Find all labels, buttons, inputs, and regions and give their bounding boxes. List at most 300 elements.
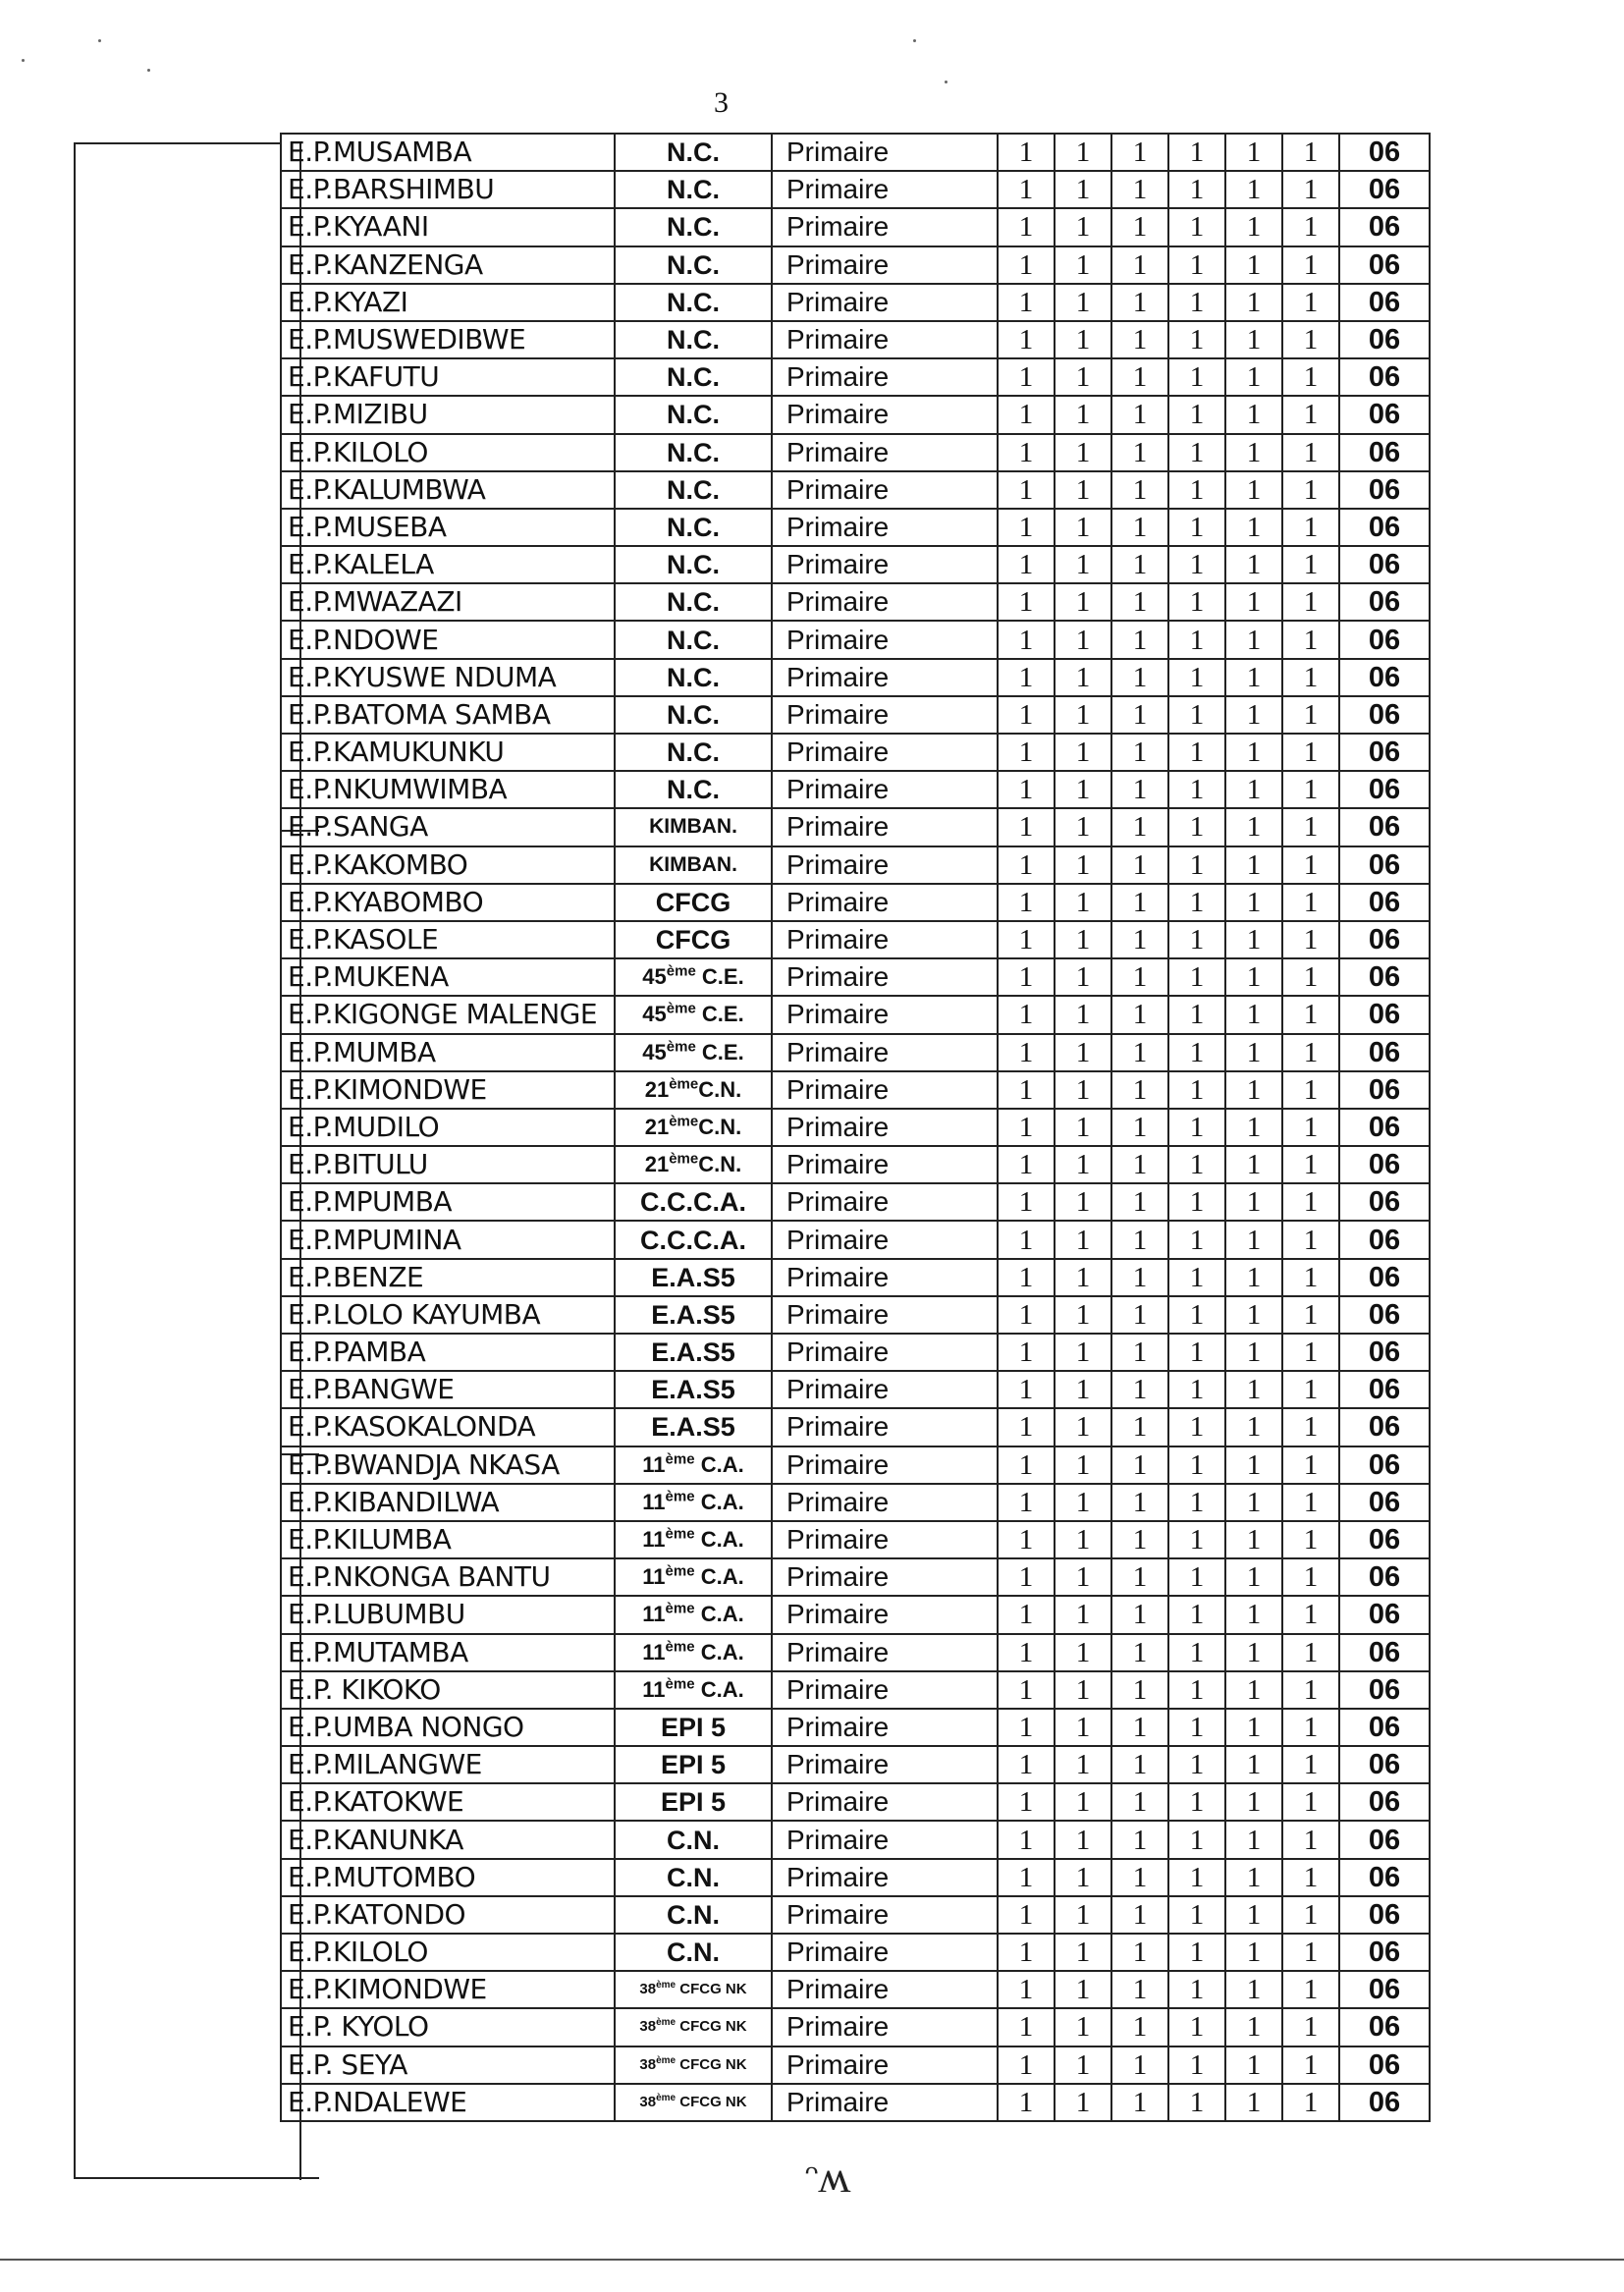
table-row [281,1521,1430,1558]
table-row [281,1484,1430,1521]
count-cell: 1 [1282,2008,1339,2046]
count-cell: 1 [998,1371,1055,1408]
code-ordinal-suffix: ème [656,2092,677,2103]
level-cell: Primaire [772,1408,998,1446]
table-row [281,771,1430,808]
level-cell: Primaire [772,1296,998,1334]
table-row [281,1709,1430,1746]
count-cell: 1 [1055,621,1111,658]
count-cell: 1 [998,1334,1055,1371]
count-cell: 1 [1111,583,1168,621]
count-cell: 1 [1055,1296,1111,1334]
management-code-cell [615,1334,772,1371]
count-cell: 1 [1111,1296,1168,1334]
count-cell: 1 [998,1259,1055,1296]
count-cell: 1 [1055,1034,1111,1071]
count-cell: 1 [1168,2008,1225,2046]
count-cell: 1 [998,1859,1055,1896]
count-cell: 1 [1111,1709,1168,1746]
management-code-cell [615,246,772,284]
management-code-cell [615,1146,772,1183]
count-cell: 1 [1168,1596,1225,1633]
count-cell: 1 [1055,1259,1111,1296]
code-text: C.C.C.A. [640,1225,746,1255]
total-cell: 06 [1339,358,1430,396]
table-row [281,1971,1430,2008]
school-name-cell: E.P.KASOLE [281,921,615,958]
table-row [281,1146,1430,1183]
count-cell: 1 [998,1183,1055,1221]
count-cell: 1 [1168,1821,1225,1858]
management-code-cell [615,546,772,583]
total-cell: 06 [1339,1109,1430,1146]
count-cell: 1 [1225,1934,1282,1971]
count-cell: 1 [1055,1634,1111,1671]
count-cell: 1 [1282,884,1339,921]
scan-speck [22,59,25,62]
count-cell: 1 [1282,1558,1339,1596]
count-cell: 1 [1055,134,1111,171]
level-cell: Primaire [772,1859,998,1896]
count-cell: 1 [1111,1259,1168,1296]
code-text: N.C. [667,249,720,280]
count-cell: 1 [1111,1334,1168,1371]
level-cell: Primaire [772,1558,998,1596]
count-cell: 1 [1055,1558,1111,1596]
count-cell: 1 [1225,1259,1282,1296]
count-cell: 1 [1055,2084,1111,2121]
count-cell: 1 [998,1934,1055,1971]
management-code-cell [615,1671,772,1709]
count-cell: 1 [1168,1296,1225,1334]
level-cell: Primaire [772,1521,998,1558]
total-cell: 06 [1339,1859,1430,1896]
count-cell: 1 [1225,1896,1282,1934]
count-cell: 1 [1111,1109,1168,1146]
level-cell: Primaire [772,208,998,246]
count-cell: 1 [998,2008,1055,2046]
count-cell: 1 [998,1596,1055,1633]
count-cell: 1 [1168,546,1225,583]
management-code-cell [615,1484,772,1521]
school-name-cell: E.P.KIMONDWE [281,1071,615,1109]
count-cell: 1 [1055,396,1111,433]
count-cell: 1 [1282,358,1339,396]
count-cell: 1 [1282,509,1339,546]
school-name-cell: E.P.KANZENGA [281,246,615,284]
count-cell: 1 [1111,1146,1168,1183]
code-text: N.C. [667,699,720,730]
count-cell: 1 [1225,1634,1282,1671]
level-cell: Primaire [772,696,998,734]
count-cell: 1 [1055,1746,1111,1783]
count-cell: 1 [1168,1446,1225,1484]
code-text: C.A. [694,1676,744,1702]
count-cell: 1 [1111,1783,1168,1821]
count-cell: 1 [1282,1896,1339,1934]
level-cell: Primaire [772,1634,998,1671]
count-cell: 1 [1282,921,1339,958]
total-cell: 06 [1339,1521,1430,1558]
level-cell: Primaire [772,434,998,471]
table-row [281,171,1430,208]
count-cell: 1 [1282,996,1339,1033]
level-cell: Primaire [772,1109,998,1146]
count-cell: 1 [1168,1709,1225,1746]
school-name-cell: E.P.KILUMBA [281,1521,615,1558]
count-cell: 1 [1225,1746,1282,1783]
count-cell: 1 [1168,1484,1225,1521]
count-cell: 1 [1282,1446,1339,1484]
level-cell: Primaire [772,1783,998,1821]
total-cell: 06 [1339,1746,1430,1783]
code-text: C.E. [695,1002,744,1027]
count-cell: 1 [1225,1296,1282,1334]
count-cell: 1 [1168,471,1225,509]
count-cell: 1 [1225,1783,1282,1821]
table-row [281,396,1430,433]
management-code-cell [615,208,772,246]
management-code-cell [615,1071,772,1109]
count-cell: 1 [1111,1484,1168,1521]
total-cell: 06 [1339,1709,1430,1746]
count-cell: 1 [1282,1821,1339,1858]
count-cell: 1 [998,1558,1055,1596]
count-cell: 1 [1055,284,1111,321]
code-text: C.A. [694,1639,744,1664]
count-cell: 1 [1168,1896,1225,1934]
total-cell: 06 [1339,1484,1430,1521]
count-cell: 1 [1111,696,1168,734]
count-cell: 1 [1168,284,1225,321]
table-row [281,546,1430,583]
level-cell: Primaire [772,1896,998,1934]
total-cell: 06 [1339,583,1430,621]
count-cell: 1 [1111,996,1168,1033]
count-cell: 1 [1111,509,1168,546]
table-row [281,1071,1430,1109]
count-cell: 1 [1111,358,1168,396]
total-cell: 06 [1339,1071,1430,1109]
count-cell: 1 [1282,621,1339,658]
total-cell: 06 [1339,208,1430,246]
count-cell: 1 [1225,1558,1282,1596]
count-cell: 1 [1225,1183,1282,1221]
count-cell: 1 [1055,771,1111,808]
school-name-cell: E.P.KYUSWE NDUMA [281,659,615,696]
count-cell: 1 [998,2046,1055,2084]
code-number: 11 [642,1527,666,1553]
school-name-cell: E.P.MPUMBA [281,1183,615,1221]
count-cell: 1 [1168,1371,1225,1408]
table-row [281,246,1430,284]
table-row [281,2084,1430,2121]
table-row [281,1446,1430,1484]
code-text: N.C. [667,662,720,692]
code-text: N.C. [667,775,720,805]
code-ordinal-suffix: ème [669,1150,699,1168]
table-row [281,1821,1430,1858]
count-cell: 1 [1282,546,1339,583]
count-cell: 1 [1225,996,1282,1033]
management-code-cell [615,1408,772,1446]
count-cell: 1 [1055,434,1111,471]
count-cell: 1 [1111,471,1168,509]
code-text: N.C. [667,550,720,580]
count-cell: 1 [1168,358,1225,396]
total-cell: 06 [1339,1183,1430,1221]
code-text: N.C. [667,400,720,430]
initials-mark: ᵔʍ [805,2152,851,2202]
school-name-cell: E.P. KIKOKO [281,1671,615,1709]
count-cell: 1 [1055,1071,1111,1109]
count-cell: 1 [998,1109,1055,1146]
count-cell: 1 [1225,1821,1282,1858]
management-code-cell [615,1446,772,1484]
count-cell: 1 [1111,246,1168,284]
code-text: C.N. [667,1899,720,1930]
count-cell: 1 [1225,509,1282,546]
total-cell: 06 [1339,1221,1430,1258]
count-cell: 1 [1168,1859,1225,1896]
count-cell: 1 [1055,546,1111,583]
code-text: E.A.S5 [651,1299,735,1330]
count-cell: 1 [1111,846,1168,884]
count-cell: 1 [1225,396,1282,433]
total-cell: 06 [1339,921,1430,958]
count-cell: 1 [1111,284,1168,321]
count-cell: 1 [1168,1746,1225,1783]
count-cell: 1 [1111,321,1168,358]
school-name-cell: E.P.MUTOMBO [281,1859,615,1896]
code-number: 11 [642,1451,666,1477]
total-cell: 06 [1339,1634,1430,1671]
management-code-cell [615,509,772,546]
total-cell: 06 [1339,1034,1430,1071]
management-code-cell [615,1896,772,1934]
count-cell: 1 [1168,1408,1225,1446]
count-cell: 1 [1282,1634,1339,1671]
count-cell: 1 [998,434,1055,471]
count-cell: 1 [1111,208,1168,246]
count-cell: 1 [1055,1596,1111,1633]
level-cell: Primaire [772,996,998,1033]
count-cell: 1 [1282,1146,1339,1183]
code-ordinal-suffix: ème [666,1001,696,1018]
school-name-cell: E.P.NKUMWIMBA [281,771,615,808]
count-cell: 1 [1055,1221,1111,1258]
count-cell: 1 [1225,1484,1282,1521]
count-cell: 1 [998,1146,1055,1183]
count-cell: 1 [1282,1596,1339,1633]
table-row [281,996,1430,1033]
management-code-cell [615,1371,772,1408]
level-cell: Primaire [772,734,998,771]
school-name-cell: E.P.KIMONDWE [281,1971,615,2008]
level-cell: Primaire [772,808,998,846]
code-ordinal-suffix: ème [665,1601,695,1618]
count-cell: 1 [1168,1521,1225,1558]
code-ordinal-suffix: ème [665,1638,695,1656]
table-row [281,471,1430,509]
management-code-cell [615,808,772,846]
schools-table-wrapper [280,133,1429,2122]
count-cell: 1 [998,583,1055,621]
total-cell: 06 [1339,734,1430,771]
count-cell: 1 [1168,996,1225,1033]
count-cell: 1 [1225,1709,1282,1746]
code-ordinal-suffix: ème [665,1562,695,1580]
count-cell: 1 [998,808,1055,846]
management-code-cell [615,2008,772,2046]
table-row [281,284,1430,321]
count-cell: 1 [1111,884,1168,921]
school-name-cell: E.P.UMBA NONGO [281,1709,615,1746]
school-name-cell: E.P.KYAANI [281,208,615,246]
code-text: N.C. [667,474,720,505]
count-cell: 1 [1111,1821,1168,1858]
count-cell: 1 [1168,1259,1225,1296]
count-cell: 1 [1111,2084,1168,2121]
school-name-cell: E.P.MUKENA [281,958,615,996]
code-text: C.N. [698,1152,742,1177]
code-text: EPI 5 [660,1750,727,1780]
code-text: EPI 5 [660,1712,727,1742]
school-name-cell: E.P.LOLO KAYUMBA [281,1296,615,1334]
level-cell: Primaire [772,1821,998,1858]
code-number: 11 [642,1564,666,1590]
code-text: C.A. [694,1489,744,1514]
count-cell: 1 [1055,1334,1111,1371]
code-text: N.C. [667,362,720,393]
code-ordinal-suffix: ème [656,2054,677,2066]
count-cell: 1 [1111,396,1168,433]
count-cell: 1 [998,284,1055,321]
count-cell: 1 [1111,1183,1168,1221]
count-cell: 1 [1055,696,1111,734]
level-cell: Primaire [772,509,998,546]
count-cell: 1 [998,1071,1055,1109]
code-text: C.N. [667,1862,720,1892]
count-cell: 1 [998,1746,1055,1783]
count-cell: 1 [1168,621,1225,658]
count-cell: 1 [1225,696,1282,734]
count-cell: 1 [1168,134,1225,171]
table-row [281,884,1430,921]
level-cell: Primaire [772,134,998,171]
code-text: N.C. [667,437,720,467]
count-cell: 1 [1225,1109,1282,1146]
code-text: CFCG [655,887,731,917]
management-code-cell [615,1746,772,1783]
count-cell: 1 [998,771,1055,808]
code-number: 38 [639,2055,657,2073]
count-cell: 1 [1055,1146,1111,1183]
count-cell: 1 [1111,1746,1168,1783]
count-cell: 1 [1225,1971,1282,2008]
table-row [281,208,1430,246]
code-text: N.C. [667,137,720,168]
management-code-cell [615,771,772,808]
count-cell: 1 [998,884,1055,921]
level-cell: Primaire [772,884,998,921]
count-cell: 1 [998,1971,1055,2008]
management-code-cell [615,583,772,621]
management-code-cell [615,1634,772,1671]
count-cell: 1 [1055,2046,1111,2084]
count-cell: 1 [998,1671,1055,1709]
code-number: 11 [642,1639,666,1664]
count-cell: 1 [1055,1371,1111,1408]
count-cell: 1 [1282,284,1339,321]
code-text: E.A.S5 [651,1412,735,1443]
school-name-cell: E.P.MUSAMBA [281,134,615,171]
count-cell: 1 [1282,1971,1339,2008]
scan-speck [147,69,150,72]
table-row [281,134,1430,171]
count-cell: 1 [1282,696,1339,734]
count-cell: 1 [1168,884,1225,921]
code-text: C.N. [667,1937,720,1968]
management-code-cell [615,1596,772,1633]
count-cell: 1 [1168,208,1225,246]
total-cell: 06 [1339,1408,1430,1446]
count-cell: 1 [998,696,1055,734]
count-cell: 1 [1282,246,1339,284]
management-code-cell [615,434,772,471]
count-cell: 1 [1168,734,1225,771]
school-name-cell: E.P.KATOKWE [281,1783,615,1821]
count-cell: 1 [1111,1971,1168,2008]
count-cell: 1 [1282,1034,1339,1071]
level-cell: Primaire [772,1371,998,1408]
total-cell: 06 [1339,1146,1430,1183]
code-ordinal-suffix: ème [656,2017,677,2029]
level-cell: Primaire [772,1334,998,1371]
count-cell: 1 [1055,2008,1111,2046]
code-text: C.N. [698,1076,742,1102]
code-text: CFCG [655,925,731,955]
count-cell: 1 [1282,1109,1339,1146]
management-code-cell [615,958,772,996]
count-cell: 1 [1111,434,1168,471]
total-cell: 06 [1339,1371,1430,1408]
code-text: E.A.S5 [651,1337,735,1368]
code-text: C.E. [695,1039,744,1064]
count-cell: 1 [1055,1484,1111,1521]
code-text: CFCG NK [676,2093,747,2110]
count-cell: 1 [1111,771,1168,808]
count-cell: 1 [998,1783,1055,1821]
code-number: 38 [639,2093,657,2110]
count-cell: 1 [1225,546,1282,583]
count-cell: 1 [1168,1071,1225,1109]
management-code-cell [615,171,772,208]
count-cell: 1 [1055,1408,1111,1446]
code-number: 21 [644,1076,670,1102]
count-cell: 1 [1055,471,1111,509]
school-name-cell: E.P.KASOKALONDA [281,1408,615,1446]
level-cell: Primaire [772,1446,998,1484]
frame-top-rule [74,142,280,144]
count-cell: 1 [998,171,1055,208]
count-cell: 1 [1055,358,1111,396]
management-code-cell [615,1296,772,1334]
count-cell: 1 [1168,1034,1225,1071]
count-cell: 1 [1055,1521,1111,1558]
count-cell: 1 [1225,734,1282,771]
table-row [281,1634,1430,1671]
